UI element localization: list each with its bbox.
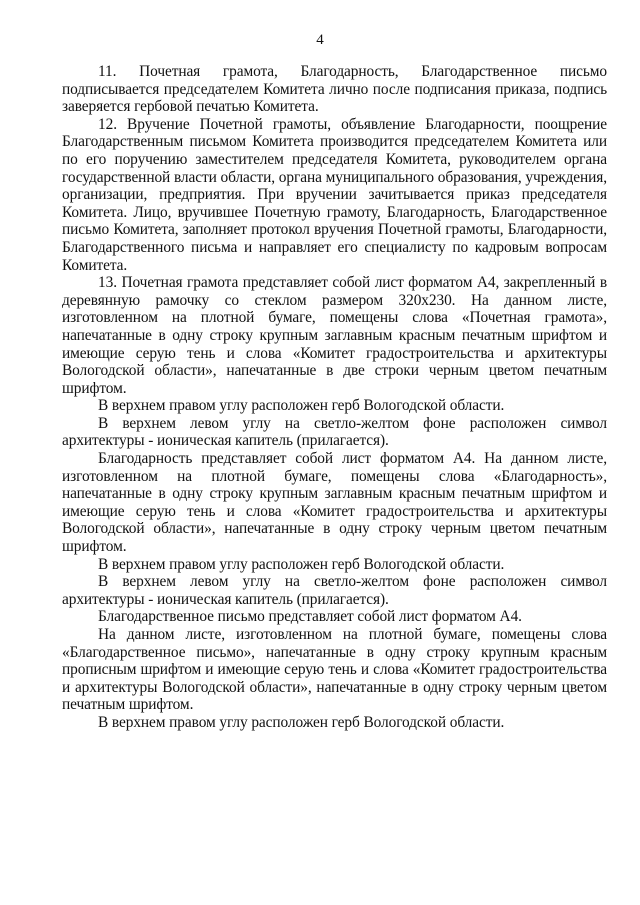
paragraph-letter-description: На данном листе, изготовленном на плотной бумаге, помещены слова «Благодарственное письмо», напечатанные в одну строку крупным красным прописным шрифтом и имеющие серую тень и слова «Комитет градостроительства и архитектуры Вологодской области», напечатанные в одну строку черным цветом печатным шрифтом. xyxy=(62,626,607,714)
paragraph-coat-of-arms-3: В верхнем правом углу расположен герб Вологодской области. xyxy=(98,713,505,731)
page-number: 4 xyxy=(316,32,324,48)
paragraph-item-11: 11. Почетная грамота, Благодарность, Благодарственное письмо подписывается председателем Комитета лично после подписания приказа, подпись заверяется гербовой печатью Комитета. xyxy=(62,63,607,116)
paragraph-letter-format: Благодарственное письмо представляет собой лист форматом А4. xyxy=(98,608,522,626)
document-body xyxy=(62,63,607,732)
paragraph-capital-symbol-1: В верхнем левом углу на светло-желтом фоне расположен символ архитектуры - ионическая капитель (прилагается). xyxy=(62,414,607,450)
paragraph-coat-of-arms-2: В верхнем правом углу расположен герб Вологодской области. xyxy=(98,555,505,573)
paragraph-item-13: 13. Почетная грамота представляет собой лист форматом А4, закрепленный в деревянную рамочку со стеклом размером 320х230. На данном листе, изготовленном на плотной бумаге, помещены слова «Почетная грамота», напечатанные в одну строку крупным заглавным красным печатным шрифтом и имеющие серую тень и слова «Комитет градостроительства и архитектуры Вологодской области», напечатанные в две строки черным цветом печатным шрифтом. xyxy=(62,274,607,397)
paragraph-coat-of-arms-1: В верхнем правом углу расположен герб Вологодской области. xyxy=(98,397,505,415)
paragraph-capital-symbol-2: В верхнем левом углу на светло-желтом фоне расположен символ архитектуры - ионическая капитель (прилагается). xyxy=(62,573,607,608)
paragraph-gratitude-description: Благодарность представляет собой лист форматом А4. На данном листе, изготовленном на плотной бумаге, помещены слова «Благодарность», напечатанные в одну строку крупным заглавным красным печатным шрифтом и имеющие серую тень и слова «Комитет градостроительства и архитектуры Вологодской области», напечатанные в одну строку черным цветом печатным шрифтом. xyxy=(62,450,607,556)
paragraph-item-12: 12. Вручение Почетной грамоты, объявление Благодарности, поощрение Благодарственным письмом Комитета производится председателем Комитета или по его поручению заместителем председателя Комитета, руководителем органа государственной власти области, органа муниципального образования, учреждения, организации, предприятия. При вручении зачитывается приказ председателя Комитета. Лицо, вручившее Почетную грамоту, Благодарность, Благодарственное письмо Комитета, заполняет протокол вручения Почетной грамоты, Благодарности, Благодарственного письма и направляет его специалисту по кадровым вопросам Комитета. xyxy=(62,115,607,274)
